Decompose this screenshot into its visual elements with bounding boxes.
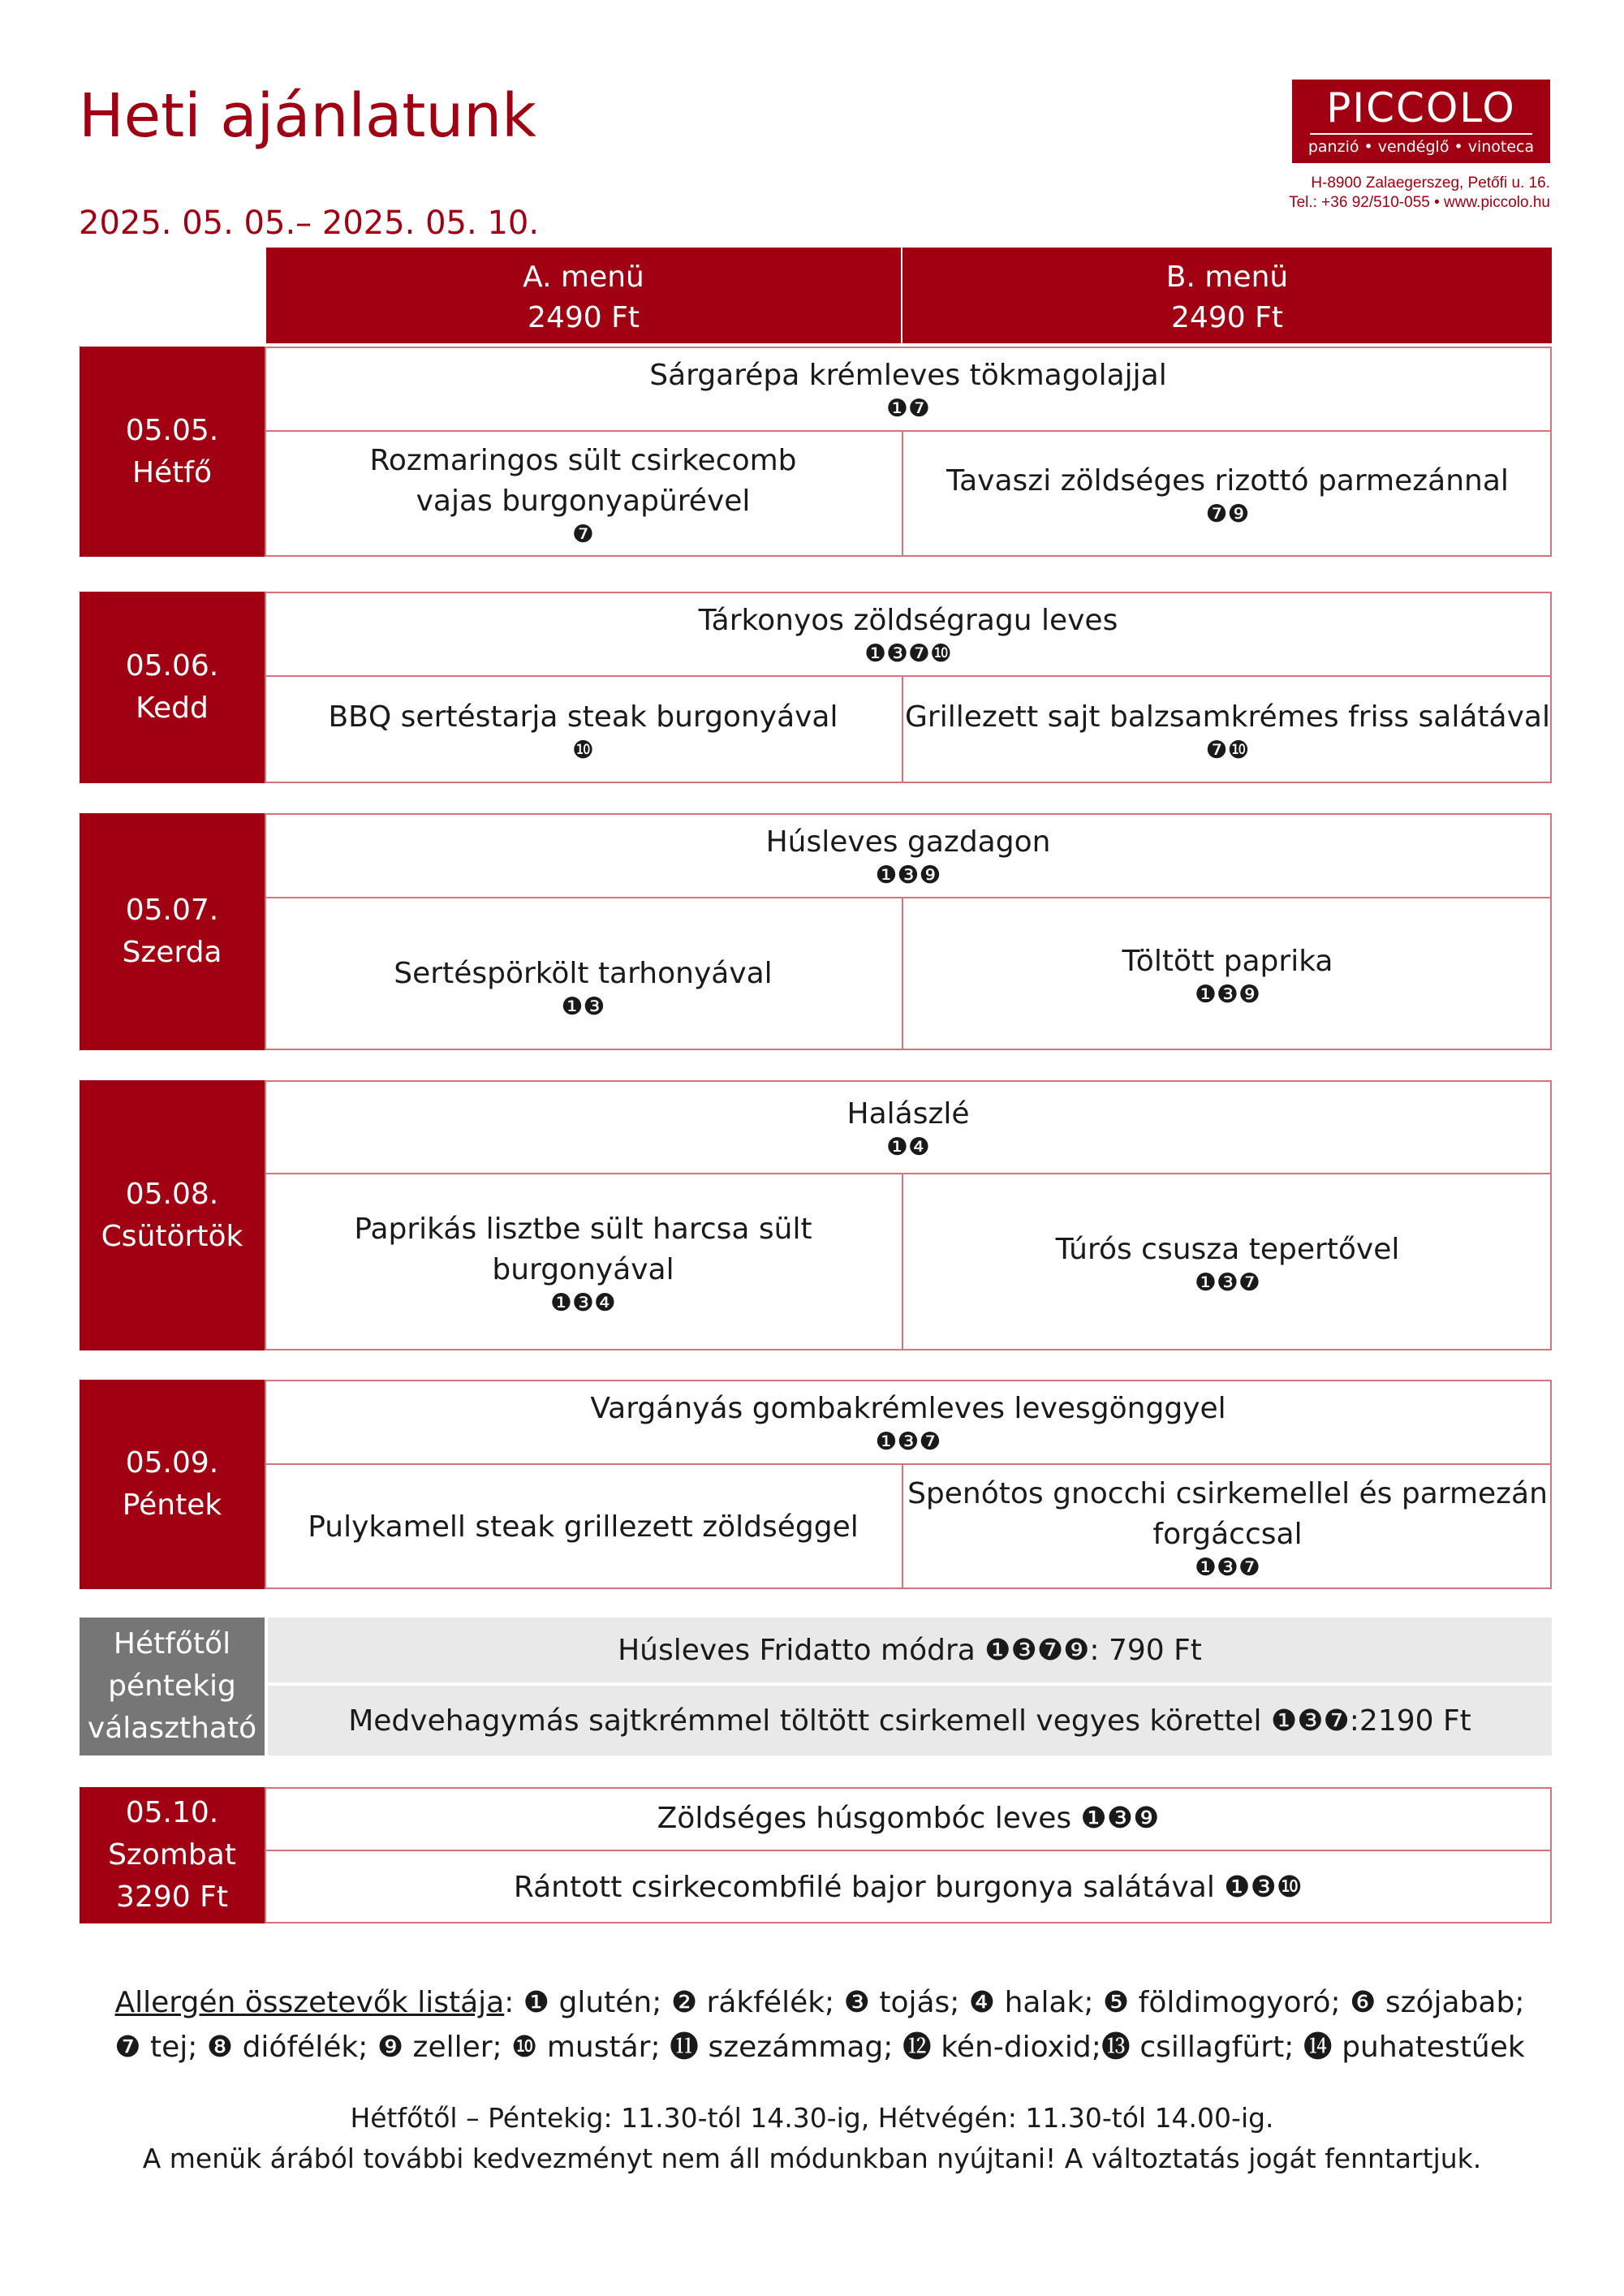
dish-name: Pulykamell steak grillezett zöldséggel <box>308 1510 859 1544</box>
soup-cell <box>265 1380 1552 1464</box>
logo-divider <box>1310 133 1532 135</box>
piccolo-logo <box>1292 80 1550 163</box>
day-name: Szombat <box>108 1838 236 1872</box>
dish-name: Rozmaringos sült csirkecomb <box>369 444 797 477</box>
dish-name: Rántott csirkecombfilé bajor burgonya salátával ❶❸❿ <box>513 1870 1303 1904</box>
menu-b-dish <box>903 1174 1552 1350</box>
allergen-icons: ❶❹ <box>886 1132 930 1161</box>
saturday-soup <box>265 1787 1552 1850</box>
allergen-icons: ❶❸❾ <box>1195 980 1260 1009</box>
weekly-label-line3: választható <box>87 1712 257 1745</box>
soup-cell <box>265 347 1552 431</box>
allergen-icons: ❿ <box>572 735 594 765</box>
dish-name-line2: forgáccsal <box>1152 1517 1303 1551</box>
day-name: Hétfő <box>131 455 213 489</box>
day-name: Csütörtök <box>101 1219 243 1253</box>
allergen-line2: ❼ tej; ❽ diófélék; ❾ zeller; ❿ mustár; ⓫ szezámmag; ⓬ kén-dioxid;⓭ csillagfürt; ⓮ puhatestűek <box>114 2031 1525 2064</box>
menu-b-price: 2490 Ft <box>1171 301 1283 334</box>
weekly-item-text: Medvehagymás sajtkrémmel töltött csirkemell vegyes körettel ❶❸❼:2190 Ft <box>348 1704 1471 1738</box>
discount-note: A menük árából további kedvezményt nem áll módunkban nyújtani! A változtatás jogát fenntartjuk. <box>142 2143 1482 2174</box>
weekly-label <box>80 1618 265 1755</box>
allergen-icons: ❶❸❼ <box>1195 1268 1260 1297</box>
menu-a-dish <box>265 432 902 557</box>
menu-a-dish <box>265 923 902 1050</box>
day-date: 05.06. <box>125 649 219 683</box>
day-date: 05.07. <box>125 894 219 927</box>
allergen-icons: ❶❸❼ <box>875 1428 941 1456</box>
menu-b-dish <box>903 898 1552 1050</box>
dish-name: Túrós csusza tepertővel <box>1055 1232 1400 1266</box>
menu-b-name: B. menü <box>1165 261 1289 294</box>
weekly-item-text: Húsleves Fridatto módra ❶❸❼❾: 790 Ft <box>618 1633 1202 1667</box>
allergen-icons: ❶❼ <box>886 394 930 423</box>
menu-a-price: 2490 Ft <box>528 301 640 334</box>
opening-hours: Hétfőtől – Péntekig: 11.30-tól 14.30-ig, Hétvégén: 11.30-tól 14.00-ig. <box>350 2102 1274 2134</box>
soup-name: Halászlé <box>846 1096 970 1131</box>
day-name: Kedd <box>136 691 209 725</box>
menu-b-dish <box>903 677 1552 783</box>
allergen-icons: ❶❸❹ <box>550 1288 616 1317</box>
weekly-item-main <box>268 1686 1552 1755</box>
allergen-icons: ❼❾ <box>1205 500 1250 528</box>
allergen-line1: : ❶ glutén; ❷ rákfélék; ❸ tojás; ❹ halak; ❺ földimogyoró; ❻ szójabab; <box>504 1986 1525 2019</box>
day-label-wednesday <box>80 813 265 1050</box>
day-name: Péntek <box>122 1488 222 1522</box>
footer <box>0 2098 1624 2179</box>
weekly-label-line2: péntekig <box>108 1669 236 1703</box>
soup-name: Sárgarépa krémleves tökmagolajjal <box>649 359 1167 392</box>
dish-name: Spenótos gnocchi csirkemellel és parmezán <box>907 1476 1548 1510</box>
menu-a-name: A. menü <box>523 261 644 294</box>
menu-a-dish <box>265 1174 902 1350</box>
soup-cell <box>265 813 1552 898</box>
day-label-friday <box>80 1380 265 1589</box>
weekly-item-soup <box>268 1618 1552 1682</box>
day-date: 05.05. <box>125 413 219 447</box>
day-date: 05.10. <box>125 1796 219 1829</box>
logo-name: PICCOLO <box>1326 84 1516 131</box>
menu-b-header <box>902 248 1552 343</box>
contact-info <box>1289 174 1550 213</box>
saturday-price: 3290 Ft <box>116 1880 228 1914</box>
dish-name: Grillezett sajt balzsamkrémes friss salátával <box>905 700 1550 734</box>
soup-name: Húsleves gazdagon <box>765 825 1051 859</box>
soup-cell <box>265 1080 1552 1174</box>
menu-a-dish <box>265 1465 902 1589</box>
allergen-heading: Allergén összetevők listája <box>114 1986 505 2019</box>
dish-name-line2: vajas burgonyapürével <box>416 485 751 518</box>
saturday-main <box>265 1851 1552 1923</box>
allergen-icons: ❶❸❼ <box>1195 1553 1260 1582</box>
logo-tagline: panzió • vendéglő • vinoteca <box>1307 138 1535 156</box>
menu-b-dish <box>903 432 1552 557</box>
soup-name: Vargányás gombakrémleves levesgönggyel <box>590 1392 1226 1425</box>
allergen-legend <box>114 1980 1526 2070</box>
day-label-monday <box>80 347 265 557</box>
soup-cell <box>265 592 1552 676</box>
day-date: 05.08. <box>125 1177 219 1211</box>
day-name: Szerda <box>122 936 222 969</box>
allergen-icons: ❼ <box>572 520 594 549</box>
date-range: 2025. 05. 05.– 2025. 05. 10. <box>79 205 540 242</box>
menu-a-header <box>266 248 901 343</box>
weekly-label-line1: Hétfőtől <box>113 1627 231 1661</box>
menu-b-dish <box>903 1465 1552 1589</box>
allergen-icons: ❶❸❾ <box>875 861 941 890</box>
day-label-thursday <box>80 1080 265 1350</box>
menu-a-dish <box>265 677 902 783</box>
allergen-icons: ❶❸❼❿ <box>864 640 952 668</box>
allergen-icons: ❼❿ <box>1205 735 1250 765</box>
soup-name: Zöldséges húsgombóc leves ❶❸❾ <box>657 1802 1160 1835</box>
contact-phone-web: Tel.: +36 92/510-055 • www.piccolo.hu <box>1289 194 1550 211</box>
dish-name: Töltött paprika <box>1122 944 1333 978</box>
dish-name: Paprikás lisztbe sült harcsa sült burgonyával <box>354 1212 812 1286</box>
contact-address: H-8900 Zalaegerszeg, Petőfi u. 16. <box>1311 174 1550 192</box>
day-label-saturday <box>80 1787 265 1923</box>
dish-name: BBQ sertéstarja steak burgonyával <box>328 700 838 734</box>
day-date: 05.09. <box>125 1446 219 1480</box>
dish-name: Tavaszi zöldséges rizottó parmezánnal <box>946 464 1509 498</box>
allergen-icons: ❶❸ <box>561 992 605 1021</box>
soup-name: Tárkonyos zöldségragu leves <box>698 604 1118 637</box>
dish-name: Sertéspörkölt tarhonyával <box>394 956 773 990</box>
page-title: Heti ajánlatunk <box>79 81 536 151</box>
day-label-tuesday <box>80 592 265 783</box>
